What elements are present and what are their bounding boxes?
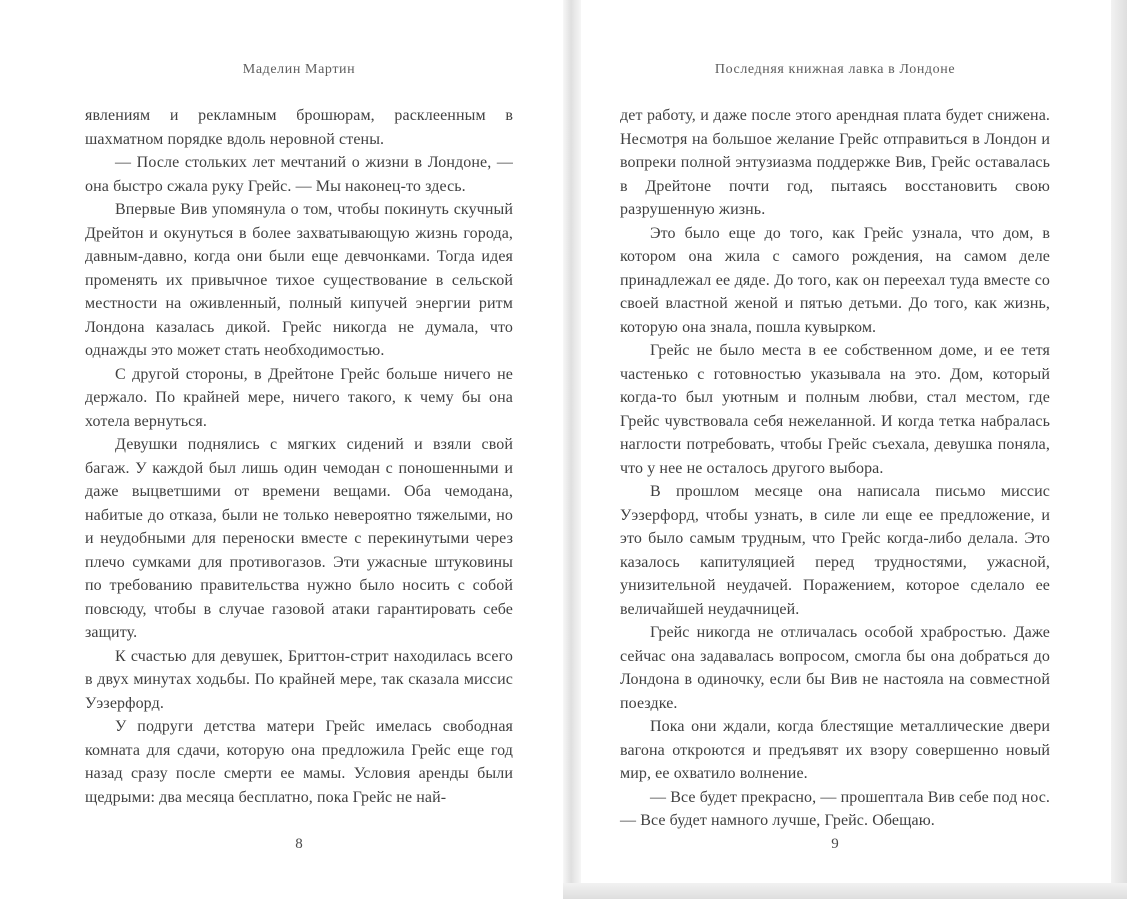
page-left bbox=[85, 0, 513, 899]
page-right bbox=[620, 0, 1050, 899]
paragraph: явлениям и рекламным брошюрам, расклеенным в шахматном порядке вдоль неровной стены. bbox=[85, 107, 513, 148]
page-number-right: 9 bbox=[831, 836, 839, 852]
running-header-book-title: Последняя книжная лавка в Лондоне bbox=[714, 62, 956, 77]
page-body-right bbox=[620, 104, 1050, 833]
paragraph: Девушки поднялись с мягких сидений и взяли свой багаж. У каждой был лишь один чемодан с поношенными и даже выцветшими от времени вещами. Оба чемодана, набитые до отказа, были не только невероятно тяжелыми, но и неудобными для переноски вместе с перекинутыми через плечо сумками для противогазов. Эти ужасные штуковины по требованию правительства нужно было носить с собой повсюду, чтобы в случае газовой атаки гарантировать себе защиту. bbox=[85, 436, 513, 641]
paragraph: С другой стороны, в Дрейтоне Грейс больше ничего не держало. По крайней мере, ничего такого, к чему бы она хотела вернуться. bbox=[85, 365, 513, 430]
paragraph: Это было еще до того, как Грейс узнала, что дом, в котором она жила с самого рождения, на самом деле принадлежал ее дяде. До того, как он переехал туда вместе со своей властной женой и пятью детьми. До того, как жизнь, которую она знала, пошла кувырком. bbox=[620, 224, 1050, 336]
page-gutter-shadow bbox=[563, 0, 581, 899]
page-number-left: 8 bbox=[295, 836, 303, 852]
paragraph: — Все будет прекрасно, — прошептала Вив себе под нос. — Все будет намного лучше, Грейс. Обещаю. bbox=[620, 788, 1050, 829]
paragraph: Пока они ждали, когда блестящие металлические двери вагона откроются и предъявят их взору совершенно новый мир, ее охватило волнение. bbox=[620, 718, 1050, 782]
paragraph: Впервые Вив упомянула о том, чтобы покинуть скучный Дрейтон и окунуться в более захватывающую жизнь города, давным-давно, когда они были еще девчонками. Тогда идея променять их привычное тихое существование в сельской местности на оживленный, полный кипучей энергии ритм Лондона казалась дикой. Грейс никогда не думала, что однажды это может стать необходимостью. bbox=[85, 201, 513, 359]
paragraph: Грейс не было места в ее собственном доме, и ее тетя частенько с готовностью указывала на это. Дом, который когда-то был уютным и полным любви, стал местом, где Грейс чувствовала себя нежеланной. И когда тетка набралась наглости потребовать, чтобы Грейс съехала, девушка поняла, что у нее не осталось другого выбора. bbox=[620, 342, 1050, 477]
paragraph: В прошлом месяце она написала письмо миссис Уэзерфорд, чтобы узнать, в силе ли еще ее предложение, и это было самым трудным, что Грейс когда-либо делала. Это казалось капитуляцией перед трудностями, ужасной, унизительной неудачей. Поражением, которое сделало ее величайшей неудачницей. bbox=[620, 483, 1050, 618]
paragraph: — После стольких лет мечтаний о жизни в Лондоне, — она быстро сжала руку Грейс. — Мы наконец-то здесь. bbox=[85, 154, 513, 195]
paragraph: Грейс никогда не отличалась особой храбростью. Даже сейчас она задавалась вопросом, смогла бы она добраться до Лондона в одиночку, если бы Вив не настояла на совместной поездке. bbox=[620, 624, 1050, 712]
running-header-author: Маделин Мартин bbox=[242, 62, 356, 77]
page-body-left bbox=[85, 104, 513, 809]
paragraph: К счастью для девушек, Бриттон-стрит находилась всего в двух минутах ходьбы. По крайней мере, так сказала миссис Уэзерфорд. bbox=[85, 647, 513, 712]
paragraph: У подруги детства матери Грейс имелась свободная комната для сдачи, которую она предложила Грейс еще год назад сразу после смерти ее мамы. Условия аренды были щедрыми: два месяца бесплатно, пока Грейс не най- bbox=[85, 718, 513, 806]
page-right-edge-shadow bbox=[1111, 0, 1127, 899]
paragraph: дет работу, и даже после этого арендная плата будет снижена. Несмотря на большое желание Грейс отправиться в Лондон и вопреки полной энтузиазма поддержке Вив, Грейс оставалась в Дрейтоне почти год, пытаясь восстановить свою разрушенную жизнь. bbox=[620, 107, 1050, 218]
